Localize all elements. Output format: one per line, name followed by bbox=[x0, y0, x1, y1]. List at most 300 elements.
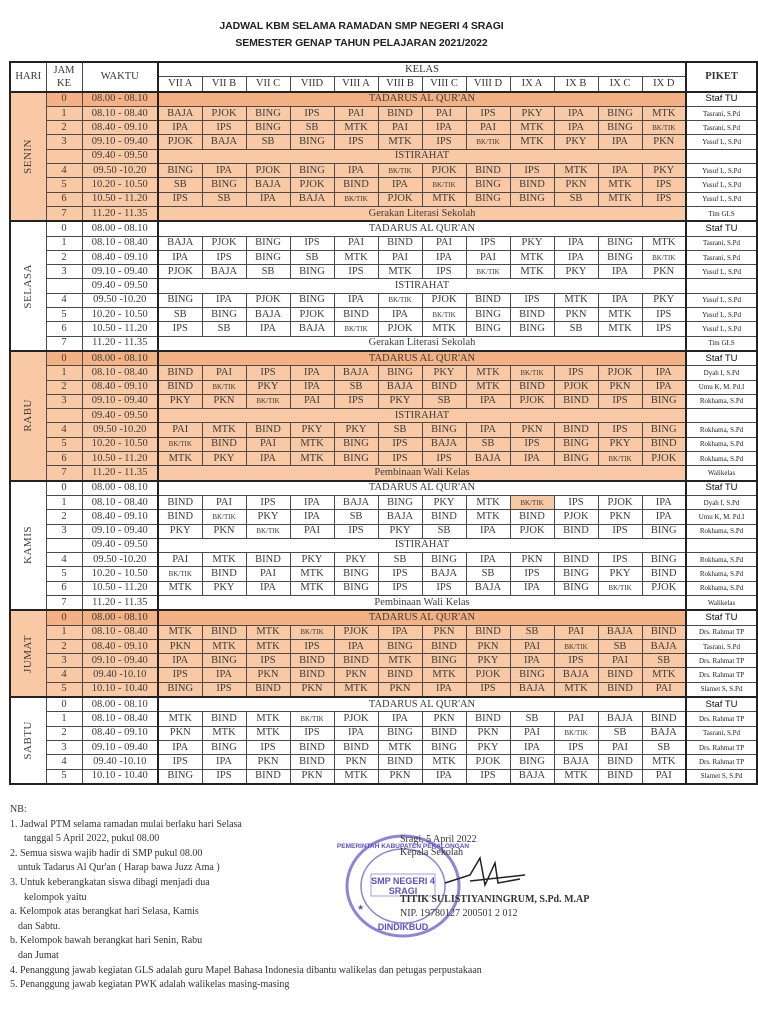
subject-cell: IPS bbox=[422, 452, 466, 466]
subject-cell: BIND bbox=[642, 437, 686, 451]
piket-cell: Staf TU bbox=[686, 92, 757, 107]
subject-cell: BIND bbox=[510, 380, 554, 394]
subject-cell: IPS bbox=[510, 437, 554, 451]
subject-cell: PJOK bbox=[378, 192, 422, 206]
subject-cell: MTK bbox=[202, 639, 246, 653]
subject-cell: SB bbox=[202, 192, 246, 206]
header-class: IX A bbox=[510, 77, 554, 92]
subject-cell: MTK bbox=[246, 726, 290, 740]
jam-ke-cell: 6 bbox=[46, 581, 82, 595]
waktu-cell: 11.20 - 11.35 bbox=[82, 466, 158, 481]
waktu-cell: 10.50 - 11.20 bbox=[82, 581, 158, 595]
table-row bbox=[10, 697, 757, 712]
subject-cell: IPS bbox=[290, 639, 334, 653]
subject-cell: MTK bbox=[422, 192, 466, 206]
table-row bbox=[10, 336, 757, 351]
subject-cell: PKY bbox=[466, 740, 510, 754]
subject-cell: SB bbox=[290, 250, 334, 264]
subject-cell: IPA bbox=[642, 366, 686, 380]
stamp-center-line1: SMP NEGERI 4 bbox=[371, 876, 435, 886]
waktu-cell: 08.40 - 09.10 bbox=[82, 121, 158, 135]
subject-cell: PAI bbox=[246, 437, 290, 451]
waktu-cell: 09.10 - 09.40 bbox=[82, 740, 158, 754]
waktu-cell: 08.40 - 09.10 bbox=[82, 726, 158, 740]
table-row bbox=[10, 178, 757, 192]
header-waktu: WAKTU bbox=[82, 62, 158, 92]
table-row bbox=[10, 481, 757, 496]
subject-cell: IPA bbox=[290, 380, 334, 394]
subject-cell: MTK bbox=[510, 250, 554, 264]
subject-cell: BK/TIK bbox=[554, 639, 598, 653]
waktu-cell: 09.10 - 09.40 bbox=[82, 654, 158, 668]
subject-cell: BING bbox=[642, 553, 686, 567]
subject-cell: BIND bbox=[422, 639, 466, 653]
subject-cell: BING bbox=[378, 639, 422, 653]
table-row bbox=[10, 726, 757, 740]
subject-cell: PKY bbox=[554, 135, 598, 149]
activity-span-cell: TADARUS AL QUR'AN bbox=[158, 351, 686, 366]
subject-cell: PAI bbox=[378, 250, 422, 264]
subject-cell: MTK bbox=[598, 192, 642, 206]
day-label: JUMAT bbox=[22, 634, 35, 673]
subject-cell: BING bbox=[510, 668, 554, 682]
subject-cell: BING bbox=[422, 553, 466, 567]
subject-cell: PKN bbox=[554, 308, 598, 322]
subject-cell: BING bbox=[554, 452, 598, 466]
subject-cell: BING bbox=[334, 452, 378, 466]
piket-cell: Staf TU bbox=[686, 697, 757, 712]
subject-cell: BIND bbox=[554, 423, 598, 437]
table-row bbox=[10, 510, 757, 524]
subject-cell: PKN bbox=[202, 524, 246, 538]
document-subtitle: SEMESTER GENAP TAHUN PELAJARAN 2021/2022 bbox=[235, 37, 488, 49]
piket-cell bbox=[686, 279, 757, 293]
subject-cell: PJOK bbox=[158, 135, 202, 149]
jam-ke-cell: 0 bbox=[46, 697, 82, 712]
subject-cell: BIND bbox=[554, 524, 598, 538]
subject-cell: BK/TIK bbox=[510, 495, 554, 509]
table-row bbox=[10, 394, 757, 408]
subject-cell: SB bbox=[554, 322, 598, 336]
note-line: kelompok yaitu bbox=[24, 891, 87, 903]
subject-cell: BIND bbox=[246, 682, 290, 697]
jam-ke-cell: 7 bbox=[46, 336, 82, 351]
subject-cell: SB bbox=[642, 654, 686, 668]
jam-ke-cell: 6 bbox=[46, 322, 82, 336]
subject-cell: BING bbox=[334, 581, 378, 595]
subject-cell: BAJA bbox=[466, 581, 510, 595]
subject-cell: PKY bbox=[598, 437, 642, 451]
piket-cell: Yusuf L, S.Pd bbox=[686, 164, 757, 178]
table-row bbox=[10, 755, 757, 769]
document-title: JADWAL KBM SELAMA RAMADAN SMP NEGERI 4 SRAGI bbox=[219, 20, 504, 32]
piket-cell: Drs. Rahmat TP bbox=[686, 755, 757, 769]
jam-ke-cell: 0 bbox=[46, 92, 82, 107]
waktu-cell: 08.00 - 08.10 bbox=[82, 481, 158, 496]
table-row bbox=[10, 668, 757, 682]
subject-cell: MTK bbox=[246, 712, 290, 726]
subject-cell: MTK bbox=[202, 553, 246, 567]
subject-cell: MTK bbox=[334, 682, 378, 697]
subject-cell: MTK bbox=[642, 668, 686, 682]
subject-cell: BIND bbox=[598, 769, 642, 784]
waktu-cell: 09.40 - 09.50 bbox=[82, 149, 158, 163]
subject-cell: BAJA bbox=[334, 366, 378, 380]
waktu-cell: 10.50 - 11.20 bbox=[82, 452, 158, 466]
subject-cell: IPA bbox=[422, 769, 466, 784]
header-class: VII C bbox=[246, 77, 290, 92]
subject-cell: IPA bbox=[246, 192, 290, 206]
subject-cell: IPS bbox=[378, 437, 422, 451]
subject-cell: SB bbox=[422, 524, 466, 538]
waktu-cell: 10.50 - 11.20 bbox=[82, 322, 158, 336]
subject-cell: PJOK bbox=[598, 495, 642, 509]
subject-cell: BING bbox=[202, 654, 246, 668]
table-row bbox=[10, 452, 757, 466]
subject-cell: BIND bbox=[466, 625, 510, 639]
subject-cell: IPA bbox=[554, 250, 598, 264]
table-row bbox=[10, 164, 757, 178]
subject-cell: IPS bbox=[510, 164, 554, 178]
subject-cell: BIND bbox=[158, 380, 202, 394]
header-class: VII A bbox=[158, 77, 202, 92]
subject-cell: SB bbox=[510, 712, 554, 726]
subject-cell: PKN bbox=[246, 668, 290, 682]
subject-cell: BAJA bbox=[598, 712, 642, 726]
waktu-cell: 08.00 - 08.10 bbox=[82, 697, 158, 712]
activity-span-cell: TADARUS AL QUR'AN bbox=[158, 221, 686, 236]
subject-cell: PKN bbox=[642, 135, 686, 149]
subject-cell: MTK bbox=[158, 712, 202, 726]
subject-cell: IPS bbox=[642, 192, 686, 206]
waktu-cell: 09.50 -10.20 bbox=[82, 423, 158, 437]
waktu-cell: 11.20 - 11.35 bbox=[82, 595, 158, 610]
piket-cell: Tim GLS bbox=[686, 206, 757, 221]
piket-cell: Staf TU bbox=[686, 481, 757, 496]
note-line: a. Kelompok atas berangkat hari Selasa, Kamis bbox=[10, 906, 199, 918]
subject-cell: PKY bbox=[510, 236, 554, 250]
subject-cell: MTK bbox=[158, 452, 202, 466]
subject-cell: PAI bbox=[642, 769, 686, 784]
subject-cell: PJOK bbox=[554, 380, 598, 394]
subject-cell: PJOK bbox=[422, 164, 466, 178]
subject-cell: SB bbox=[158, 308, 202, 322]
subject-cell: BK/TIK bbox=[378, 293, 422, 307]
subject-cell: SB bbox=[466, 567, 510, 581]
subject-cell: BIND bbox=[554, 394, 598, 408]
subject-cell: MTK bbox=[466, 495, 510, 509]
subject-cell: PJOK bbox=[510, 394, 554, 408]
subject-cell: BIND bbox=[642, 712, 686, 726]
piket-cell: Rokhama, S.Pd bbox=[686, 423, 757, 437]
subject-cell: BAJA bbox=[378, 380, 422, 394]
subject-cell: IPA bbox=[598, 293, 642, 307]
subject-cell: PAI bbox=[202, 495, 246, 509]
subject-cell: IPS bbox=[334, 265, 378, 279]
jam-ke-cell: 0 bbox=[46, 481, 82, 496]
waktu-cell: 08.00 - 08.10 bbox=[82, 610, 158, 625]
table-row bbox=[10, 351, 757, 366]
table-row bbox=[10, 595, 757, 610]
subject-cell: IPA bbox=[598, 135, 642, 149]
header-class: IX B bbox=[554, 77, 598, 92]
subject-cell: IPS bbox=[554, 495, 598, 509]
waktu-cell: 09.50 -10.20 bbox=[82, 293, 158, 307]
signature-role: Kepala Sekolah bbox=[400, 847, 464, 858]
note-line: dan Jumat bbox=[18, 949, 59, 961]
header-class: VII B bbox=[202, 77, 246, 92]
subject-cell: BK/TIK bbox=[466, 135, 510, 149]
subject-cell: SB bbox=[422, 394, 466, 408]
subject-cell: MTK bbox=[642, 106, 686, 120]
table-row bbox=[10, 293, 757, 307]
table-row bbox=[10, 279, 757, 293]
jam-ke-cell: 1 bbox=[46, 236, 82, 250]
subject-cell: PAI bbox=[598, 740, 642, 754]
subject-cell: BIND bbox=[202, 437, 246, 451]
subject-cell: MTK bbox=[598, 178, 642, 192]
subject-cell: MTK bbox=[378, 740, 422, 754]
activity-span-cell: ISTIRAHAT bbox=[158, 279, 686, 293]
waktu-cell: 10.20 - 10.50 bbox=[82, 308, 158, 322]
subject-cell: BIND bbox=[290, 740, 334, 754]
activity-span-cell: Pembinaan Wali Kelas bbox=[158, 466, 686, 481]
subject-cell: PKN bbox=[466, 726, 510, 740]
subject-cell: IPA bbox=[202, 668, 246, 682]
subject-cell: BIND bbox=[378, 106, 422, 120]
subject-cell: BING bbox=[290, 164, 334, 178]
subject-cell: BAJA bbox=[158, 106, 202, 120]
subject-cell: MTK bbox=[510, 135, 554, 149]
table-row bbox=[10, 538, 757, 552]
subject-cell: PKY bbox=[290, 423, 334, 437]
table-row bbox=[10, 495, 757, 509]
subject-cell: BK/TIK bbox=[422, 308, 466, 322]
subject-cell: BAJA bbox=[290, 192, 334, 206]
subject-cell: IPS bbox=[422, 265, 466, 279]
subject-cell: SB bbox=[334, 510, 378, 524]
jam-ke-cell: 1 bbox=[46, 625, 82, 639]
jam-ke-cell: 3 bbox=[46, 740, 82, 754]
subject-cell: IPS bbox=[158, 668, 202, 682]
subject-cell: PAI bbox=[554, 625, 598, 639]
subject-cell: MTK bbox=[554, 769, 598, 784]
subject-cell: IPA bbox=[554, 236, 598, 250]
subject-cell: BING bbox=[598, 106, 642, 120]
subject-cell: IPA bbox=[158, 654, 202, 668]
subject-cell: MTK bbox=[246, 625, 290, 639]
day-label: SENIN bbox=[22, 138, 35, 174]
subject-cell: PJOK bbox=[554, 510, 598, 524]
subject-cell: IPA bbox=[246, 581, 290, 595]
piket-cell: Drs. Rahmat TP bbox=[686, 668, 757, 682]
table-row bbox=[10, 121, 757, 135]
subject-cell: PKN bbox=[334, 755, 378, 769]
subject-cell: PKN bbox=[290, 682, 334, 697]
subject-cell: BIND bbox=[422, 726, 466, 740]
subject-cell: IPA bbox=[378, 308, 422, 322]
table-row bbox=[10, 308, 757, 322]
table-row bbox=[10, 567, 757, 581]
table-row bbox=[10, 380, 757, 394]
subject-cell: BIND bbox=[334, 740, 378, 754]
subject-cell: BIND bbox=[510, 178, 554, 192]
subject-cell: SB bbox=[158, 178, 202, 192]
subject-cell: PKN bbox=[554, 178, 598, 192]
activity-span-cell: TADARUS AL QUR'AN bbox=[158, 92, 686, 107]
header-class: VIID bbox=[290, 77, 334, 92]
table-row bbox=[10, 553, 757, 567]
subject-cell: MTK bbox=[510, 121, 554, 135]
subject-cell: BK/TIK bbox=[202, 510, 246, 524]
subject-cell: PAI bbox=[246, 567, 290, 581]
table-row bbox=[10, 682, 757, 697]
subject-cell: IPA bbox=[466, 423, 510, 437]
subject-cell: BING bbox=[422, 740, 466, 754]
subject-cell: IPA bbox=[422, 121, 466, 135]
subject-cell: BK/TIK bbox=[422, 178, 466, 192]
table-row bbox=[10, 106, 757, 120]
subject-cell: IPS bbox=[334, 135, 378, 149]
signature-name: TITIK SULISTIYANINGRUM, S.Pd. M.AP bbox=[400, 894, 590, 905]
subject-cell: PKY bbox=[378, 394, 422, 408]
subject-cell: MTK bbox=[466, 380, 510, 394]
waktu-cell: 09.40 -10.10 bbox=[82, 668, 158, 682]
subject-cell: PJOK bbox=[246, 164, 290, 178]
subject-cell: BIND bbox=[598, 682, 642, 697]
subject-cell: IPA bbox=[158, 250, 202, 264]
subject-cell: BAJA bbox=[510, 682, 554, 697]
piket-cell: Yusuf L, S.Pd bbox=[686, 192, 757, 206]
waktu-cell: 10.50 - 11.20 bbox=[82, 192, 158, 206]
piket-cell: Yusuf L, S.Pd bbox=[686, 322, 757, 336]
subject-cell: IPS bbox=[246, 495, 290, 509]
jam-ke-cell: 5 bbox=[46, 437, 82, 451]
subject-cell: BIND bbox=[246, 423, 290, 437]
subject-cell: IPA bbox=[378, 625, 422, 639]
waktu-cell: 09.40 - 09.50 bbox=[82, 538, 158, 552]
subject-cell: PAI bbox=[466, 250, 510, 264]
piket-cell: Yusuf L, S.Pd bbox=[686, 178, 757, 192]
subject-cell: PKY bbox=[422, 366, 466, 380]
jam-ke-cell: 4 bbox=[46, 164, 82, 178]
subject-cell: PAI bbox=[334, 236, 378, 250]
subject-cell: PJOK bbox=[202, 106, 246, 120]
subject-cell: PJOK bbox=[466, 755, 510, 769]
subject-cell: BK/TIK bbox=[378, 164, 422, 178]
subject-cell: BK/TIK bbox=[642, 250, 686, 264]
subject-cell: MTK bbox=[334, 121, 378, 135]
subject-cell: MTK bbox=[158, 581, 202, 595]
waktu-cell: 08.00 - 08.10 bbox=[82, 92, 158, 107]
table-row bbox=[10, 221, 757, 236]
subject-cell: IPA bbox=[598, 164, 642, 178]
activity-span-cell: ISTIRAHAT bbox=[158, 409, 686, 423]
piket-cell: Slamet S, S.Pd bbox=[686, 682, 757, 697]
activity-span-cell: ISTIRAHAT bbox=[158, 538, 686, 552]
piket-cell: Tasrani, S.Pd bbox=[686, 106, 757, 120]
subject-cell: BIND bbox=[290, 755, 334, 769]
waktu-cell: 09.10 - 09.40 bbox=[82, 524, 158, 538]
subject-cell: BIND bbox=[422, 510, 466, 524]
subject-cell: PAI bbox=[422, 106, 466, 120]
note-line: 1. Jadwal PTM selama ramadan mulai berlaku hari Selasa bbox=[10, 818, 242, 830]
subject-cell: PKY bbox=[334, 553, 378, 567]
subject-cell: BIND bbox=[290, 668, 334, 682]
subject-cell: IPS bbox=[466, 236, 510, 250]
subject-cell: BK/TIK bbox=[598, 581, 642, 595]
table-row bbox=[10, 192, 757, 206]
subject-cell: PKY bbox=[642, 293, 686, 307]
waktu-cell: 08.10 - 08.40 bbox=[82, 712, 158, 726]
day-cell bbox=[10, 610, 46, 697]
subject-cell: BING bbox=[290, 265, 334, 279]
subject-cell: IPS bbox=[334, 524, 378, 538]
subject-cell: IPS bbox=[158, 322, 202, 336]
subject-cell: PAI bbox=[378, 121, 422, 135]
subject-cell: BIND bbox=[466, 164, 510, 178]
subject-cell: BIND bbox=[378, 236, 422, 250]
subject-cell: BAJA bbox=[554, 668, 598, 682]
jam-ke-cell: 0 bbox=[46, 221, 82, 236]
day-cell bbox=[10, 351, 46, 481]
piket-cell: Drs. Rahmat TP bbox=[686, 654, 757, 668]
subject-cell: SB bbox=[246, 265, 290, 279]
subject-cell: BIND bbox=[334, 308, 378, 322]
subject-cell: PKY bbox=[290, 553, 334, 567]
subject-cell: SB bbox=[334, 380, 378, 394]
waktu-cell: 09.50 -10.20 bbox=[82, 164, 158, 178]
stamp-star-icon: ★ bbox=[357, 903, 365, 912]
header-class: IX C bbox=[598, 77, 642, 92]
table-row bbox=[10, 250, 757, 264]
jam-ke-cell: 7 bbox=[46, 466, 82, 481]
subject-cell: PAI bbox=[554, 712, 598, 726]
jam-ke-cell: 1 bbox=[46, 106, 82, 120]
piket-cell: Drs. Rahmat TP bbox=[686, 712, 757, 726]
subject-cell: IPS bbox=[422, 135, 466, 149]
subject-cell: PKN bbox=[290, 769, 334, 784]
piket-cell: Tasrani, S.Pd bbox=[686, 726, 757, 740]
subject-cell: IPA bbox=[158, 740, 202, 754]
subject-cell: BK/TIK bbox=[246, 524, 290, 538]
subject-cell: IPS bbox=[598, 394, 642, 408]
subject-cell: IPS bbox=[554, 366, 598, 380]
jam-ke-cell: 4 bbox=[46, 668, 82, 682]
jam-ke-cell: 2 bbox=[46, 510, 82, 524]
subject-cell: PKN bbox=[466, 639, 510, 653]
subject-cell: PJOK bbox=[466, 668, 510, 682]
subject-cell: BING bbox=[378, 726, 422, 740]
header-class: VIII B bbox=[378, 77, 422, 92]
subject-cell: IPS bbox=[202, 121, 246, 135]
subject-cell: PJOK bbox=[158, 265, 202, 279]
waktu-cell: 08.00 - 08.10 bbox=[82, 351, 158, 366]
subject-cell: BING bbox=[334, 437, 378, 451]
subject-cell: BIND bbox=[158, 366, 202, 380]
header-jamke-line2: KE bbox=[57, 77, 71, 89]
waktu-cell: 08.40 - 09.10 bbox=[82, 380, 158, 394]
piket-cell bbox=[686, 149, 757, 163]
header-jamke-line1: JAM bbox=[53, 64, 75, 76]
subject-cell: BIND bbox=[158, 510, 202, 524]
subject-cell: BING bbox=[378, 495, 422, 509]
subject-cell: BAJA bbox=[158, 236, 202, 250]
subject-cell: BAJA bbox=[422, 567, 466, 581]
subject-cell: MTK bbox=[510, 265, 554, 279]
subject-cell: IPS bbox=[554, 740, 598, 754]
subject-cell: BING bbox=[246, 121, 290, 135]
